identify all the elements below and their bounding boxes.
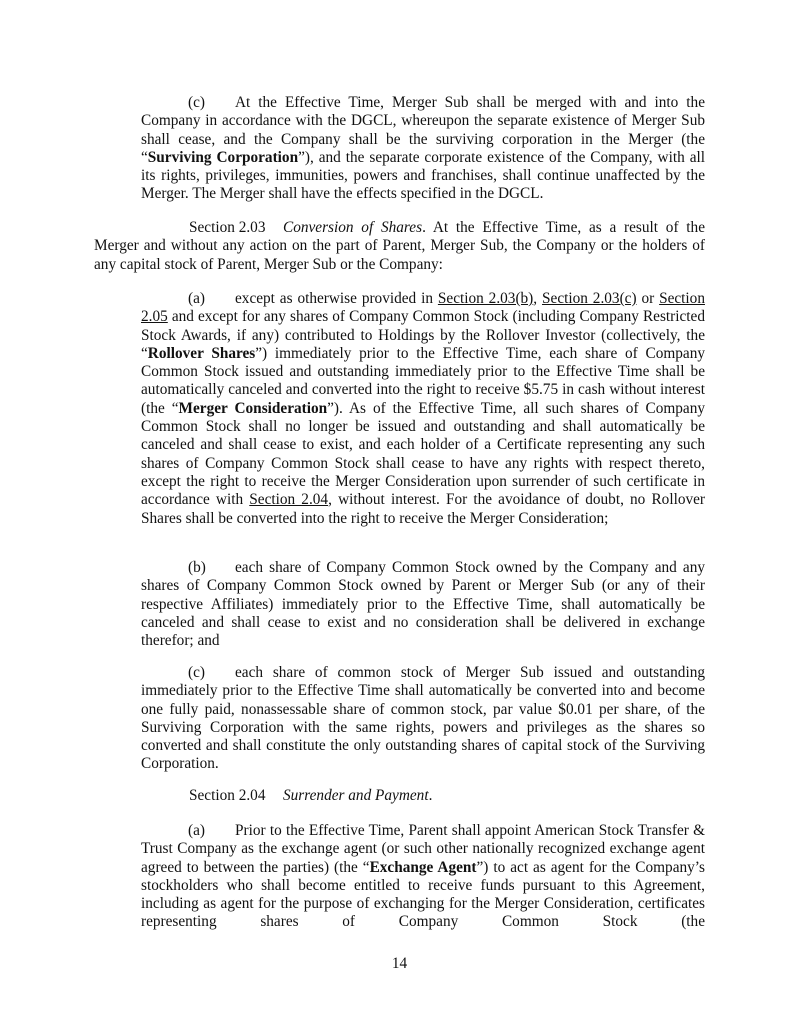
section-number: Section 2.04 [189,787,266,804]
section-title: Conversion of Shares [283,219,423,236]
paragraph-c-merger: (c) At the Effective Time, Merger Sub shall be merged with and into the Company in accordance with the DGCL, whereupon the separate existence of Merger Sub shall cease, and the Company shall be the surviving corporation in the Merger (the “Surviving Corporation”), and the separate corporate existence of the Company, with all its rights, privileges, immunities, powers and franchises, shall continue unaffected by the Merger. The Merger shall have the effects specified in the DGCL. [141,94,705,203]
section-title: Surrender and Payment [283,787,429,804]
defined-term-rollover-shares: Rollover Shares [147,344,256,362]
defined-term-surviving-corporation: Surviving Corporation [147,148,299,166]
page-number: 14 [391,955,408,972]
section-number: Section 2.03 [189,219,266,236]
paragraph-label: (c) [188,94,205,111]
cross-reference-link[interactable]: Section 2.04 [249,491,329,509]
section-2-03: Section 2.03 Conversion of Shares. At the Effective Time, as a result of the Merger and without any action on the part of Parent, Merger Sub, the Company or the holders of any capital stock of Parent, Merger Sub or the Company: [94,219,705,273]
paragraph-2-04-a: (a) Prior to the Effective Time, Parent shall appoint American Stock Transfer & Trust Company as the exchange agent (or such other nationally recognized exchange agent agreed to between the parties) (the “Exchange Agent”) to act as agent for the Company’s stockholders who shall become entitled to receive funds pursuant to this Agreement, including as agent for the purpose of exchanging for the Merger Consideration, certificates representing shares of Company Common Stock (the [141,822,705,931]
paragraph-2-03-a: (a) except as otherwise provided in Section 2.03(b), Section 2.03(c) or Section 2.05 and except for any shares of Company Common Stock (including Company Restricted Stock Awards, if any) contributed to Holdings by the Rollover Investor (collectively, the “Rollover Shares”) immediately prior to the Effective Time, each share of Company Common Stock issued and outstanding immediately prior to the Effective Time shall be automatically canceled and converted into the right to receive $5.75 in cash without interest (the “Merger Consideration”). As of the Effective Time, all such shares of Company Common Stock shall no longer be issued and outstanding and shall automatically be canceled and shall cease to exist, and each holder of a Certificate representing any such shares of Company Common Stock shall cease to have any rights with respect thereto, except the right to receive the Merger Consideration upon surrender of such certificate in accordance with Section 2.04, without interest. For the avoidance of doubt, no Rollover Shares shall be converted into the right to receive the Merger Consideration; [141,290,706,527]
cross-reference-link[interactable]: Section 2.05 [141,290,705,326]
defined-term-merger-consideration: Merger Consideration [178,399,328,417]
cross-reference-link[interactable]: Section 2.03(b) [437,290,534,307]
paragraph-label: (a) [188,822,205,839]
paragraph-label: (c) [188,664,205,681]
section-2-04: Section 2.04 Surrender and Payment. [189,787,433,804]
paragraph-2-03-c: (c) each share of common stock of Merger Sub issued and outstanding immediately prior to the Effective Time shall automatically be converted into and become one fully paid, nonassessable share of common stock, par value $0.01 per share, of the Surviving Corporation with the same rights, powers and privileges as the shares so converted and shall constitute the only outstanding shares of capital stock of the Surviving Corporation. [141,664,705,773]
paragraph-label: (a) [188,290,205,307]
defined-term-exchange-agent: Exchange Agent [369,858,477,876]
paragraph-2-03-b: (b) each share of Company Common Stock owned by the Company and any shares of Company Common Stock owned by Parent or Merger Sub (or any of their respective Affiliates) immediately prior to the Effective Time, shall automatically be canceled and shall cease to exist and no consideration shall be delivered in exchange therefor; and [141,559,705,650]
cross-reference-link[interactable]: Section 2.03(c) [542,290,637,307]
paragraph-label: (b) [188,559,206,576]
